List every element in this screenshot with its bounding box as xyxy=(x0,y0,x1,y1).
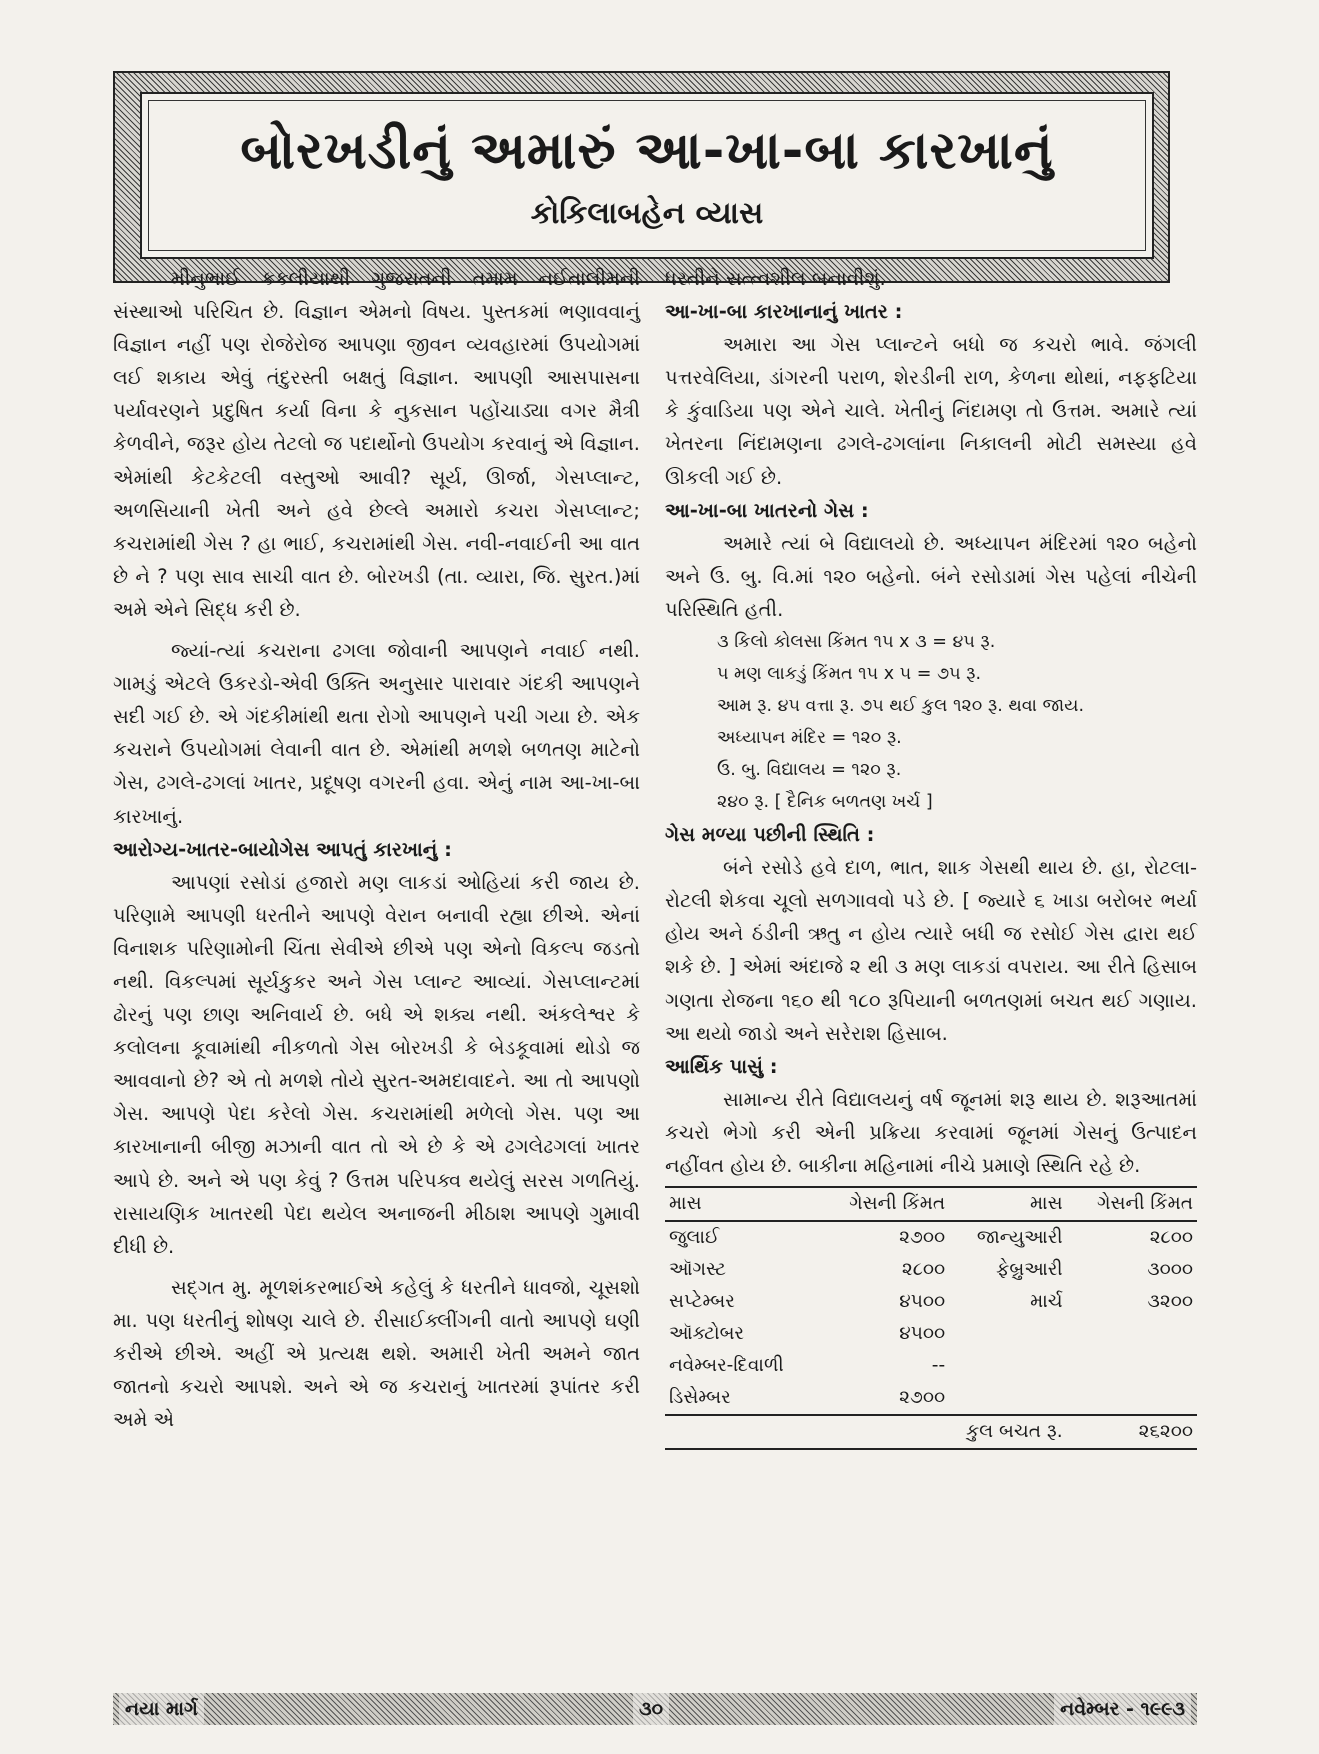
value-cell: ૪૫૦૦ xyxy=(899,1323,946,1345)
value-cell xyxy=(1067,1382,1197,1415)
cost-calculation xyxy=(665,626,1197,818)
article-author: કોકિલાબહેન વ્યાસ xyxy=(530,196,764,231)
value-cell: ૨૮૦૦ xyxy=(1149,1227,1193,1249)
paragraph: ધરતીને સત્ત્વશીલ બનાવીશું. xyxy=(665,267,886,290)
value-cell xyxy=(1067,1350,1197,1382)
paragraph: બંને રસોડે હવે દાળ, ભાત, શાક ગેસથી થાય છે. હા, રોટલા-રોટલી શેકવા ચૂલો સળગાવવો પડે છે. [ જ્યારે ૬ ખાડા બરોબર ભર્યા હોય અને ઠંડીની ઋતુ ન હોય ત્યારે બધી જ રસોઈ ગેસ દ્વારા થઈ શકે છે. ] એમાં અંદાજે ૨ થી ૩ મણ લાકડાં વપરાય. આ રીતે હિસાબ ગણતા રોજના ૧૬૦ થી ૧૮૦ રૂપિયાની બળતણમાં બચત થઈ ગણાય. આ થયો જાડો અને સરેરાશ હિસાબ. xyxy=(665,856,1197,1045)
paragraph: જ્યાં-ત્યાં કચરાના ઢગલા જોવાની આપણને નવાઈ નથી. ગામડું એટલે ઉકરડો-એવી ઉક્તિ અનુસાર પારાવાર ગંદકી આપણને સદી ગઈ છે. એ ગંદકીમાંથી થતા રોગો આપણને પચી ગયા છે. એક કચરાને ઉપયોગમાં લેવાની વાત છે. એમાંથી મળશે બળતણ માટેનો ગેસ, ઢગલે-ઢગલાં ખાતર, પ્રદૂષણ વગરની હવા. એનું નામ આ-ખા-બા કારખાનું. xyxy=(113,639,640,828)
month-cell: ઑક્ટોબર xyxy=(669,1323,744,1345)
month-cell xyxy=(949,1382,1066,1415)
calc-line: અધ્યાપન મંદિર = ૧૨૦ રૂ. xyxy=(717,728,902,749)
value-cell xyxy=(1067,1318,1197,1350)
section-heading: આરોગ્ય-ખાતર-બાયોગેસ આપતું કારખાનું : xyxy=(113,837,452,861)
value-cell: ૩૨૦૦ xyxy=(1147,1291,1193,1313)
column-header: ગેસની કિંમત xyxy=(819,1187,949,1221)
publication-name: નયા માર્ગ xyxy=(119,1693,204,1725)
article-title: બોરખડીનું અમારું આ-ખા-બા કારખાનું xyxy=(240,121,1054,181)
month-cell: ફેબ્રુઆરી xyxy=(996,1259,1063,1281)
month-cell: સપ્ટેમ્બર xyxy=(669,1291,735,1313)
month-cell: માર્ચ xyxy=(1030,1291,1063,1313)
table-row xyxy=(665,1221,1197,1254)
table-row xyxy=(665,1318,1197,1350)
month-cell: નવેમ્બર-દિવાળી xyxy=(669,1355,784,1377)
page-footer xyxy=(113,1693,1197,1725)
paragraph: સદ્ગત મુ. મૂળશંકરભાઈએ કહેલું કે ધરતીને ધાવજો, ચૂસશો મા. પણ ધરતીનું શોષણ ચાલે છે. રીસાઈક્લીંગની વાતો આપણે ઘણી કરીએ છીએ. અહીં એ પ્રત્યક્ષ થશે. અમારી ખેતી અમને જાત જાતનો કચરો આપશે. અને એ જ કચરાનું ખાતરમાં રૂપાંતર કરી અમે એ xyxy=(113,1275,640,1432)
paragraph: મીનુભાઈ કકલીયાથી ગુજરાતની તમામ નઈતાલીમની સંસ્થાઓ પરિચિત છે. વિજ્ઞાન એમનો વિષય. પુસ્તકમાં ભણાવવાનું વિજ્ઞાન નહીં પણ રોજેરોજ આપણા જીવન વ્યવહારમાં ઉપયોગમાં લઈ શકાય એવું તંદુરસ્તી બક્ષતું વિજ્ઞાન. આપણી આસપાસના પર્યાવરણને પ્રદુષિત કર્યા વિના કે નુકસાન પહોંચાડ્યા વગર મૈત્રી કેળવીને, જરૂર હોય તેટલો જ પદાર્થોનો ઉપયોગ કરવાનું એ વિજ્ઞાન. એમાંથી કેટકેટલી વસ્તુઓ આવી? સૂર્ય, ઊર્જા, ગેસપ્લાન્ટ, અળસિયાની ખેતી અને હવે છેલ્લે અમારો કચરા ગેસપ્લાન્ટ; કચરામાંથી ગેસ ? હા ભાઈ, કચરામાંથી ગેસ. નવી-નવાઈની આ વાત છે ને ? પણ સાવ સાચી વાત છે. બોરખડી (તા. વ્યારા, જિ. સુરત.)માં અમે એને સિદ્ધ કરી છે. xyxy=(113,267,640,621)
value-cell: ૩૦૦૦ xyxy=(1147,1259,1193,1281)
table-row xyxy=(665,1382,1197,1415)
month-cell: ઑગસ્ટ xyxy=(669,1259,726,1281)
value-cell: -- xyxy=(931,1355,946,1377)
column-header: ગેસની કિંમત xyxy=(1067,1187,1197,1221)
title-inner-frame xyxy=(148,100,1146,251)
section-heading: આ-ખા-બા ખાતરનો ગેસ : xyxy=(665,498,869,522)
calc-line: ઉ. બુ. વિદ્યાલય = ૧૨૦ રૂ. xyxy=(717,760,902,781)
title-banner xyxy=(140,92,1154,259)
table-header-row xyxy=(665,1187,1197,1221)
gas-value-table xyxy=(665,1186,1197,1450)
section-heading: ગેસ મળ્યા પછીની સ્થિતિ : xyxy=(665,823,875,847)
value-cell: ૨૮૦૦ xyxy=(901,1259,946,1281)
month-cell xyxy=(949,1318,1066,1350)
table-row xyxy=(665,1254,1197,1286)
calc-line: ૩ કિલો કોલસા કિંમત ૧૫ x ૩ = ૪૫ રૂ. xyxy=(717,632,996,653)
calc-line: ૨૪૦ રૂ. [ દૈનિક બળતણ ખર્ચ ] xyxy=(717,792,933,813)
total-row xyxy=(665,1415,1197,1449)
month-cell: ડિસેમ્બર xyxy=(669,1387,731,1409)
month-cell xyxy=(949,1350,1066,1382)
blank-cell xyxy=(665,1415,819,1449)
left-column xyxy=(113,262,640,1436)
total-label: કુલ બચત રૂ. xyxy=(819,1415,1067,1449)
total-value: ૨૬૨૦૦ xyxy=(1067,1415,1197,1449)
table-row xyxy=(665,1286,1197,1318)
paragraph: સામાન્ય રીતે વિદ્યાલયનું વર્ષ જૂનમાં શરૂ થાય છે. શરૂઆતમાં કચરો ભેગો કરી એની પ્રક્રિયા કરવામાં જૂનમાં ગેસનું ઉત્પાદન નહીંવત હોય છે. બાકીના મહિનામાં નીચે પ્રમાણે સ્થિતિ રહે છે. xyxy=(665,1087,1197,1177)
table-row xyxy=(665,1350,1197,1382)
month-cell: જુલાઈ xyxy=(669,1227,720,1249)
column-header: માસ xyxy=(665,1187,819,1221)
value-cell: ૨૭૦૦ xyxy=(899,1227,946,1249)
column-header: માસ xyxy=(949,1187,1066,1221)
issue-date: નવેમ્બર - ૧૯૯૩ xyxy=(1054,1693,1191,1725)
paragraph: અમારે ત્યાં બે વિદ્યાલયો છે. અધ્યાપન મંદિરમાં ૧૨૦ બહેનો અને ઉ. બુ. વિ.માં ૧૨૦ બહેનો. બંને રસોડામાં ગેસ પહેલાં નીચેની પરિસ્થિતિ હતી. xyxy=(665,531,1197,621)
section-heading: આર્થિક પાસું : xyxy=(665,1054,778,1078)
paragraph: આપણાં રસોડાં હજારો મણ લાકડાં ઓહિયાં કરી જાય છે. પરિણામે આપણી ધરતીને આપણે વેરાન બનાવી રહ્યા છીએ. એનાં વિનાશક પરિણામોની ચિંતા સેવીએ છીએ પણ એનો વિકલ્પ જડતો નથી. વિકલ્પમાં સૂર્યકુકર અને ગેસ પ્લાન્ટ આવ્યાં. ગેસપ્લાન્ટમાં ઢોરનું પણ છાણ અનિવાર્ય છે. બધે એ શક્ય નથી. અંકલેશ્વર કે કલોલના કૂવામાંથી નીકળતો ગેસ બોરખડી કે બેડકૂવામાં થોડો જ આવવાનો છે? એ તો મળશે તોયે સુરત-અમદાવાદને. આ તો આપણો ગેસ. આપણે પેદા કરેલો ગેસ. કચરામાંથી મળેલો ગેસ. પણ આ કારખાનાની બીજી મઝાની વાત તો એ છે કે એ ઢગલેઢગલાં ખાતર આપે છે. અને એ પણ કેવું ? ઉત્તમ પરિપક્વ થયેલું સરસ ગળતિયું. રાસાયણિક ખાતરથી પેદા થયેલ અનાજની મીઠાશ આપણે ગુમાવી દીધી છે. xyxy=(113,870,640,1258)
month-cell: જાન્યુઆરી xyxy=(976,1227,1063,1249)
calc-line: ૫ મણ લાકડું કિંમત ૧૫ x ૫ = ૭૫ રૂ. xyxy=(717,664,982,685)
paragraph: અમારા આ ગેસ પ્લાન્ટને બધો જ કચરો ભાવે. જંગલી પત્તરવેલિયા, ડાંગરની પરાળ, શેરડીની રાળ, કેળના થોથાં, નફફટિયા કે કુંવાડિયા પણ એને ચાલે. ખેતીનું નિંદામણ તો ઉત્તમ. અમારે ત્યાં ખેતરના નિંદામણના ઢગલે-ઢગલાંના નિકાલની મોટી સમસ્યા હવે ઊકલી ગઈ છે. xyxy=(665,333,1197,489)
section-heading: આ-ખા-બા કારખાનાનું ખાતર : xyxy=(665,300,903,324)
calc-line: આમ રૂ. ૪૫ વત્તા રૂ. ૭૫ થઈ કુલ ૧૨૦ રૂ. થવા જાય. xyxy=(717,696,1085,717)
value-cell: ૪૫૦૦ xyxy=(899,1291,946,1313)
value-cell: ૨૭૦૦ xyxy=(899,1387,946,1409)
page-number: ૩૦ xyxy=(633,1693,669,1725)
right-column xyxy=(665,262,1197,1450)
